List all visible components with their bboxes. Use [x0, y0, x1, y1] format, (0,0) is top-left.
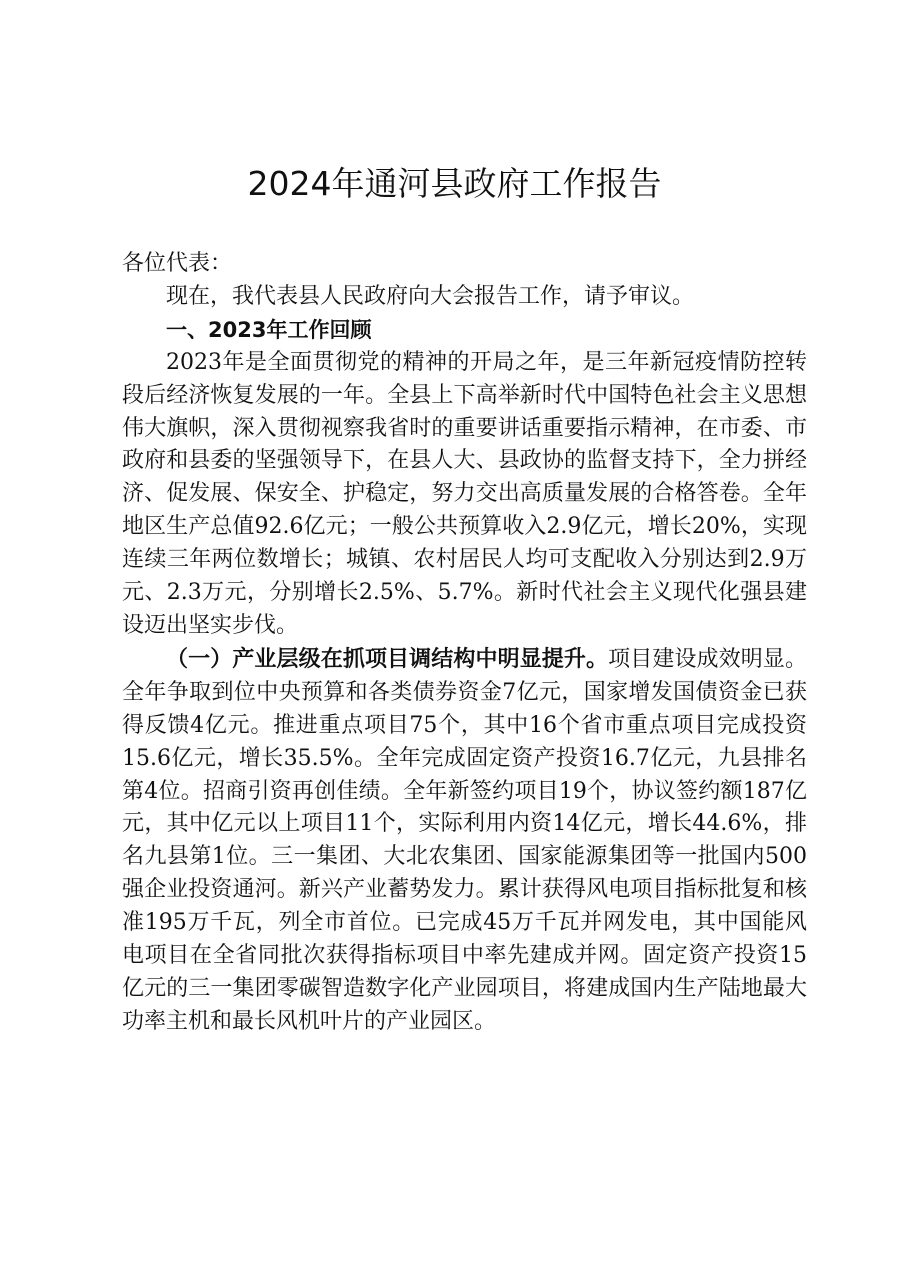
opening-paragraph: 现在，我代表县人民政府向大会报告工作，请予审议。	[166, 283, 695, 309]
document-body	[122, 248, 807, 1039]
salutation: 各位代表：	[122, 251, 233, 276]
subsection-heading: （一）产业层级在抓项目调结构中明显提升。	[166, 645, 609, 672]
subsection-paragraph	[122, 643, 807, 1039]
section-heading: 一、2023年工作回顾	[166, 317, 372, 342]
subsection-text: 项目建设成效明显。全年争取到位中央预算和各类债券资金7亿元，国家增发国债资金已获得反馈4亿元。推进重点项目75个，其中16个省市重点项目完成投资15.6亿元，增长35.5%。全年完成固定资产投资16.7亿元，九县排名第4位。招商引资再创佳绩。全年新签约项目19个，协议签约额187亿元，其中亿元以上项目11个，实际利用内资14亿元，增长44.6%，排名九县第1位。三一集团、大北农集团、国家能源集团等一批国内500强企业投资通河。新兴产业蓄势发力。累计获得风电项目指标批复和核准195万千瓦，列全市首位。已完成45万千瓦并网发电，其中国能风电项目在全省同批次获得指标项目中率先建成并网。固定资产投资15亿元的三一集团零碳智造数字化产业园项目，将建成国内生产陆地最大功率主机和最长风机叶片的产业园区。	[122, 646, 807, 1034]
document-title: 2024年通河县政府工作报告	[247, 164, 662, 203]
overview-paragraph: 2023年是全面贯彻党的精神的开局之年，是三年新冠疫情防控转段后经济恢复发展的一年。全县上下高举新时代中国特色社会主义思想伟大旗帜，深入贯彻视察我省时的重要讲话重要指示精神，在市委、市政府和县委的坚强领导下，在县人大、县政协的监督支持下，全力拼经济、促发展、保安全、护稳定，努力交出高质量发展的合格答卷。全年地区生产总值92.6亿元；一般公共预算收入2.9亿元，增长20%，实现连续三年两位数增长；城镇、农村居民人均可支配收入分别达到2.9万元、2.3万元，分别增长2.5%、5.7%。新时代社会主义现代化强县建设迈出坚实步伐。	[122, 349, 807, 638]
